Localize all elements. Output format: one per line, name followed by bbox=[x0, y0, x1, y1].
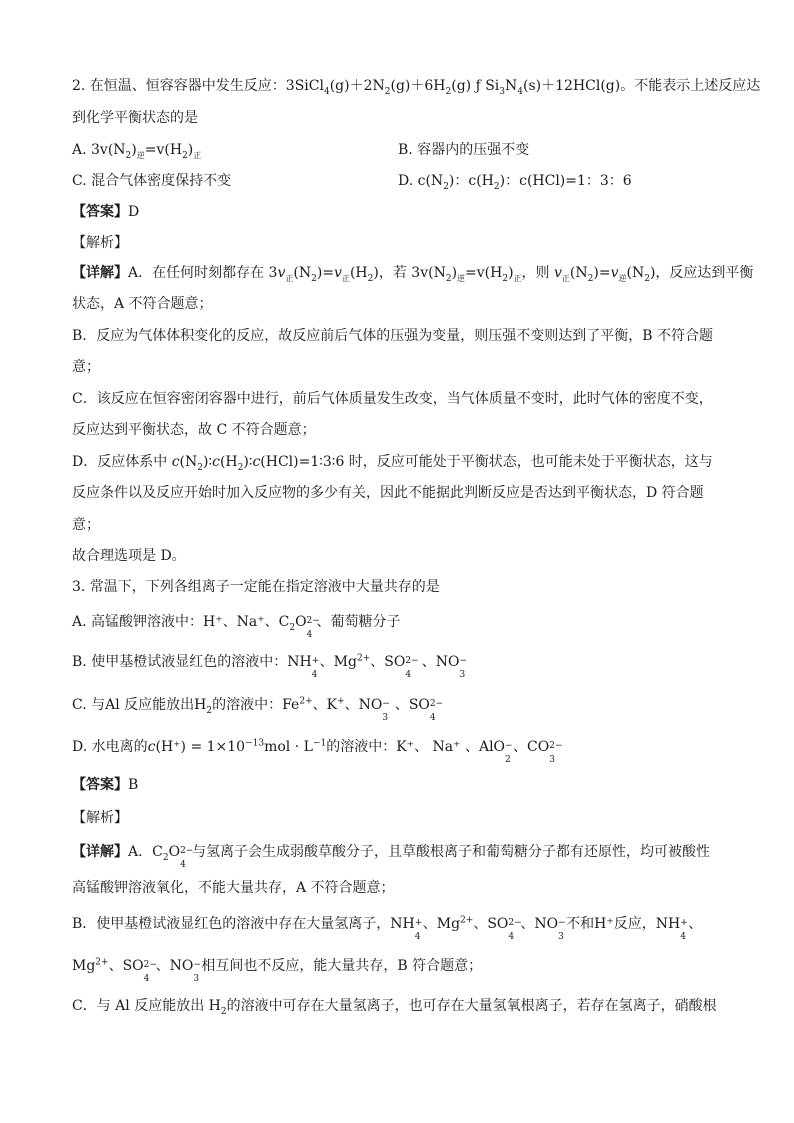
q2-detail-d: D．反应体系中 $c(N_2)∶c(H_2)∶c(HCl)=1∶3∶6$ 时，反应可能处于平衡状态，也可能未处于平衡状态，这与 bbox=[72, 454, 713, 473]
q3-stem: 3. 常温下，下列各组离子一定能在指定溶液中大量共存的是 bbox=[72, 579, 440, 595]
q3-detail-b-line2: $Mg^{2+}$、SO 2− 4 、NO − 3 相互间也不反应，能大量共存，B 符合题意； bbox=[72, 957, 483, 984]
q2-option-d: D. $c(N_2)$：$c(H_2)$：c(HCl)=1：3：6 bbox=[398, 173, 632, 192]
q2-stem: 2. 在恒温、恒容容器中发生反应：$3SiCl_4(g)+2N_2(g)+6H_2(g)$ ƒ $Si_3N_4(s)+12HCl(g)$。不能表示上述反应达 bbox=[72, 78, 761, 97]
q2-option-c: C. 混合气体密度保持不变 bbox=[72, 173, 232, 189]
q3-option-d: D. 水电离的$c(H^+) = 1\times 10^{-13}mol \cdot L^{-1}$的溶液中：K⁺、 Na⁺ 、AlO − 2 、CO 2− 3 bbox=[72, 738, 563, 765]
q2-detail-d-line2: 反应条件以及反应开始时加入反应物的多少有关，因此不能据此判断反应是否达到平衡状态，D 符合题 bbox=[72, 485, 704, 501]
q2-answer: 【答案】D bbox=[72, 204, 140, 220]
q3-detail-b: B．使甲基橙试液显红色的溶液中存在大量氢离子，NH + 4 、$Mg^{2+}$、SO 2− 4 、NO − 3 不和H⁺反应，NH + 4 、 bbox=[72, 915, 703, 942]
q2-detail-c: C．该反应在恒容密闭容器中进行，前后气体质量发生改变，当气体质量不变时，此时气体的密度不变， bbox=[72, 391, 713, 407]
q2-conclusion: 故合理选项是 D。 bbox=[72, 548, 186, 564]
q3-detail-c: C．与 Al 反应能放出 $H_2$的溶液中可存在大量氢离子，也可存在大量氢氧根离子，若存在氢离子，硝酸根 bbox=[72, 998, 717, 1017]
q2-detail-a-line2: 状态，A 不符合题意； bbox=[72, 296, 213, 312]
q3-answer: 【答案】B bbox=[72, 777, 139, 793]
q2-option-b: B. 容器内的压强不变 bbox=[398, 142, 530, 158]
q3-option-b: B. 使甲基橙试液显红色的溶液中：NH + 4 、$Mg^{2+}$、SO 2− 4 、NO − 3 bbox=[72, 653, 468, 680]
q2-detail-a: 【详解】A．在任何时刻都存在 $3v_正(N_2)=v_正(H_2)$，若 $3v(N_2)_逆=v(H_2)_正$，则 $v_正(N_2)=v_逆(N_2)$，反应达到平衡 bbox=[72, 265, 754, 284]
q2-detail-b: B．反应为气体体积变化的反应，故反应前后气体的压强为变量，则压强不变则达到了平衡，B 不符合题 bbox=[72, 328, 714, 344]
q3-detail-a-line2: 高锰酸钾溶液氧化，不能大量共存，A 不符合题意； bbox=[72, 880, 395, 896]
q3-detail-a: 【详解】A．$C_2O$ 2− 4 与氢离子会生成弱酸草酸分子，且草酸根离子和葡萄糖分子都有还原性，均可被酸性 bbox=[72, 844, 711, 870]
q2-detail-d-line3: 意； bbox=[72, 517, 100, 533]
q2-stem-line2: 到化学平衡状态的是 bbox=[72, 110, 198, 126]
q3-analysis-tag: 【解析】 bbox=[72, 810, 128, 826]
q3-option-a: A. 高锰酸钾溶液中：H⁺、Na⁺、$C_2O$ 2− 4 、葡萄糖分子 bbox=[72, 614, 401, 640]
q2-analysis-tag: 【解析】 bbox=[72, 235, 128, 251]
q2-option-a: A. $3v(N_2)_逆=v(H_2)_正$ bbox=[72, 142, 202, 161]
q2-detail-b-line2: 意； bbox=[72, 359, 100, 375]
q3-option-c: C. 与Al 反应能放出$H_2$的溶液中：$Fe^{2+}$、K+、NO − 3 、SO 2− 4 bbox=[72, 696, 444, 723]
q2-detail-c-line2: 反应达到平衡状态，故 C 不符合题意； bbox=[72, 422, 316, 438]
